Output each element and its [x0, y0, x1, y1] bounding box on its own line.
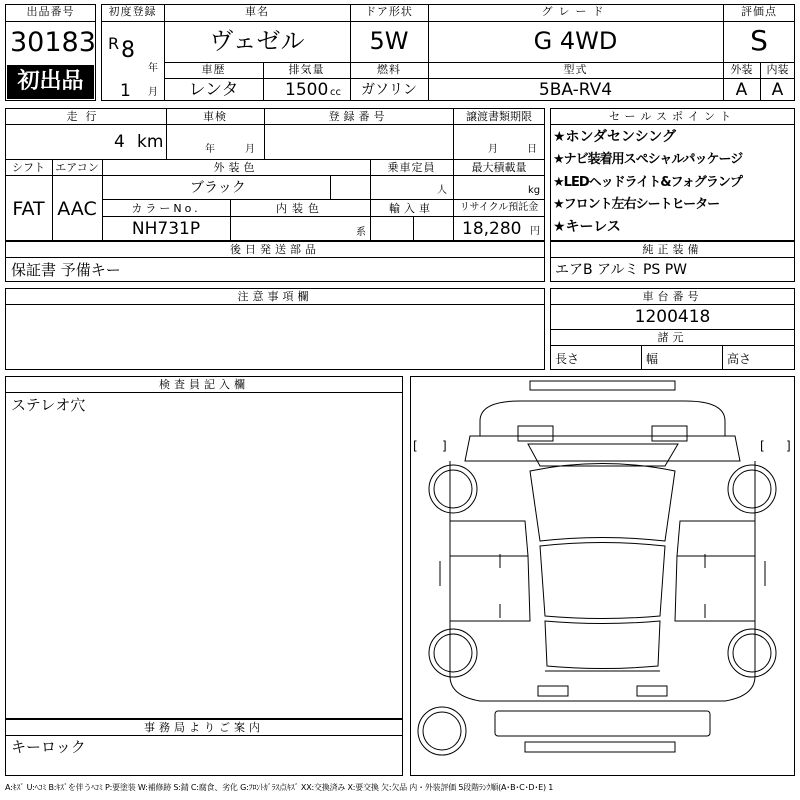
score-label: 評価点 — [741, 5, 777, 18]
inspector-label: 検査員記入欄 — [159, 378, 249, 391]
roof — [530, 464, 675, 542]
displacement-unit: cc — [330, 87, 341, 98]
score-value: S — [750, 24, 768, 57]
exterior-label: 外装 — [730, 63, 753, 76]
recycle-unit: 円 — [530, 226, 540, 237]
rear-left-wheel — [429, 629, 477, 677]
int-color-unit: 系 — [356, 227, 366, 238]
later-parts-value: 保証書 予備キー — [11, 261, 121, 279]
door-value: 5W — [369, 27, 409, 55]
history-label: 車歴 — [201, 63, 226, 76]
later-parts-label: 後日発送部品 — [230, 243, 320, 256]
car-name-label: 車名 — [245, 5, 269, 18]
bracket-mark: [ — [760, 439, 765, 453]
lot-number: 30183 — [10, 27, 96, 58]
capacity-unit: 人 — [437, 185, 447, 196]
inspection-month-unit: 月 — [245, 144, 255, 155]
fuel-value: ガソリン — [361, 82, 417, 98]
year: 8 — [121, 38, 135, 63]
history-value: レンタ — [188, 80, 239, 100]
lot-number-label: 出品番号 — [26, 5, 75, 18]
left-doors — [450, 521, 528, 556]
bracket-mark: ] — [786, 439, 791, 453]
mileage-label: 走行 — [66, 110, 105, 123]
displacement-value: 1500 — [285, 80, 329, 100]
year-unit: 年 — [148, 63, 158, 74]
color-no-label: カラーNo. — [131, 202, 201, 215]
inspection-label: 車検 — [203, 110, 227, 123]
rear-right-wheel — [728, 629, 776, 677]
color-no-value: NH731P — [131, 219, 201, 239]
shift-value: FAT — [12, 198, 45, 220]
body-outline — [480, 401, 725, 436]
front-right-wheel — [728, 465, 776, 513]
transfer-month-unit: 月 — [488, 144, 498, 155]
length-label: 長さ — [555, 352, 580, 366]
displacement-label: 排気量 — [288, 63, 325, 76]
bracket-mark: ] — [442, 439, 447, 453]
car-name: ヴェゼル — [209, 27, 305, 55]
month: 1 — [120, 81, 131, 101]
rear-bumper — [495, 711, 710, 736]
model-label: 型式 — [563, 63, 588, 76]
rear-light-left — [538, 686, 568, 696]
chassis-label: 車台番号 — [642, 290, 703, 303]
sales-point-item: ★ホンダセンシング — [553, 129, 677, 145]
legend: A:ｷｽﾞ U:ﾍｺﾐ B:ｷｽﾞを伴うﾍｺﾐ P:要塗装 W:補修跡 S:錆 C:腐食、劣化 G:ﾌﾛﾝﾄｶﾞﾗｽ点ｷｽﾞ XX:交換済み X:要交換 欠:欠品 内・外装評価 5段階ﾗﾝｸ順(A･B･C･D･E) 1 — [5, 783, 554, 792]
ac-value: AAC — [57, 198, 97, 220]
sales-point-item: ★LEDヘッドライト&フォグランプ — [553, 175, 742, 190]
inspector-box — [5, 376, 403, 719]
inspection-year-unit: 年 — [205, 144, 215, 155]
height-label: 高さ — [727, 352, 752, 366]
sales-point-item: ★ナビ装着用スペシャルパッケージ — [553, 152, 743, 167]
width-label: 幅 — [646, 352, 659, 366]
front-left-wheel — [429, 465, 477, 513]
month-unit: 月 — [148, 87, 158, 98]
sales-point-item: ★フロント左右シートヒーター — [553, 197, 720, 212]
front-bumper — [530, 381, 675, 390]
equipment-label: 純正装備 — [642, 243, 703, 256]
reg-label: 登録番号 — [328, 110, 389, 123]
car-diagram — [410, 376, 795, 776]
office-label: 事務局よりご案内 — [144, 721, 264, 734]
ext-color-value: ブラック — [190, 180, 246, 196]
notes-label: 注意事項欄 — [237, 290, 313, 303]
capacity-label: 乗車定員 — [387, 161, 436, 174]
ext-color-label: 外装色 — [213, 161, 259, 174]
fuel-label: 燃料 — [377, 63, 401, 76]
first-reg-label: 初度登録 — [108, 5, 157, 18]
equipment-value: エアB アルミ PS PW — [555, 262, 688, 278]
model-value: 5BA-RV4 — [538, 80, 613, 100]
recycle-label: リサイクル預託金 — [459, 202, 539, 213]
sales-points-label: セールスポイント — [608, 110, 736, 123]
door-label: ドア形状 — [365, 5, 413, 18]
sales-point-item: ★キーレス — [553, 219, 621, 235]
inspector-value: ステレオ穴 — [11, 396, 86, 414]
dimensions-label: 諸元 — [657, 331, 688, 344]
transfer-label: 譲渡書類期限 — [466, 110, 532, 123]
import-label: 輸入車 — [389, 202, 434, 215]
windshield — [528, 444, 678, 466]
bracket-mark: [ — [413, 439, 418, 453]
first-time-badge — [7, 65, 94, 99]
mileage-value: 4 — [114, 132, 125, 152]
load-unit: kg — [528, 185, 541, 196]
mileage-unit: km — [137, 132, 164, 152]
era: R — [108, 34, 120, 53]
ac-label: エアコン — [55, 161, 99, 174]
int-color-label: 内装色 — [276, 202, 324, 215]
rear-light-right — [637, 686, 667, 696]
recycle-value: 18,280 — [462, 219, 522, 239]
load-label: 最大積載量 — [471, 161, 527, 174]
interior-label: 内装 — [766, 63, 789, 76]
interior-value: A — [771, 80, 784, 100]
exterior-value: A — [735, 80, 748, 100]
chassis-value: 1200418 — [634, 307, 711, 327]
office-value: キーロック — [11, 738, 86, 756]
grade-value: G 4WD — [533, 27, 618, 55]
first-time-badge-text: 初出品 — [17, 69, 84, 94]
shift-label: シフト — [12, 161, 45, 174]
transfer-day-unit: 日 — [527, 144, 537, 155]
spare-wheel — [418, 707, 466, 755]
grade-label: グレード — [541, 5, 610, 18]
